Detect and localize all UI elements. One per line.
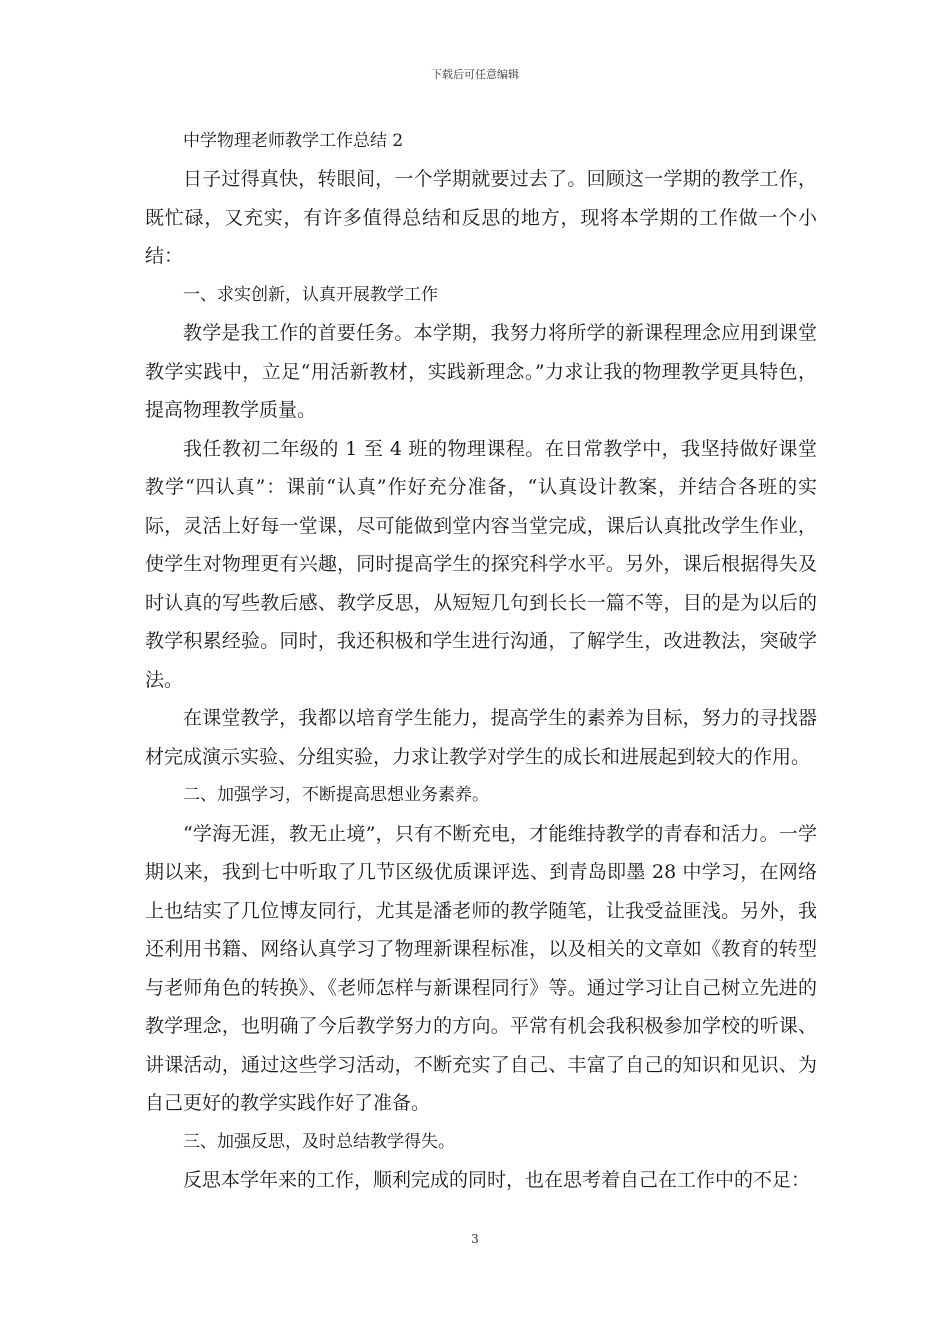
document-title: 中学物理老师教学工作总结 2 <box>183 131 404 151</box>
paragraph-classroom: 在课堂教学，我都以培育学生能力，提高学生的素养为目标，努力的寻找器材完成演示实验、分组实验，力求让教学对学生的成长和进展起到较大的作用。 <box>145 707 817 768</box>
document-body <box>145 122 817 1200</box>
section-heading-1: 一、求实创新，认真开展教学工作 <box>183 284 438 305</box>
section-heading-3: 三、加强反思，及时总结教学得失。 <box>183 1131 455 1152</box>
section-heading-2: 二、加强学习，不断提高思想业务素养。 <box>183 785 489 805</box>
page-header: 下载后可任意编辑 <box>431 68 519 81</box>
paragraph-intro: 日子过得真快，转眼间，一个学期就要过去了。回顾这一学期的教学工作，既忙碌，又充实，有许多值得总结和反思的地方，现将本学期的工作做一个小结： <box>145 168 817 267</box>
paragraph-teaching-task: 教学是我工作的首要任务。本学期，我努力将所学的新课程理念应用到课堂教学实践中，立足“用活新教材，实践新理念。”力求让我的物理教学更具特色，提高物理教学质量。 <box>145 322 817 421</box>
page-number: 3 <box>471 1232 479 1246</box>
paragraph-classes: 我任教初二年级的 1 至 4 班的物理课程。在日常教学中，我坚持做好课堂教学“四认真”：课前“认真”作好充分准备，“认真设计教案，并结合各班的实际，灵活上好每一堂课，尽可能做到堂内容当堂完成，课后认真批改学生作业，使学生对物理更有兴趣，同时提高学生的探究科学水平。另外，课后根据得失及时认真的写些教后感、教学反思，从短短几句到长长一篇不等，目的是为以后的教学积累经验。同时，我还积极和学生进行沟通，了解学生，改进教法，突破学法。 <box>145 437 817 691</box>
paragraph-reflection: 反思本学年来的工作，顺利完成的同时，也在思考着自己在工作中的不足： <box>183 1169 811 1191</box>
paragraph-learning: “学海无涯，教无止境”，只有不断充电，才能维持教学的青春和活力。一学期以来，我到七中听取了几节区级优质课评选、到青岛即墨 28 中学习，在网络上也结实了几位博友同行，尤其是潘老师的教学随笔，让我受益匪浅。另外，我还利用书籍、网络认真学习了物理新课程标准，以及相关的文章如《教育的转型与老师角色的转换》、《老师怎样与新课程同行》等。通过学习让自己树立先进的教学理念，也明确了今后教学努力的方向。平常有机会我积极参加学校的听课、讲课活动，通过这些学习活动，不断充实了自己、丰富了自己的知识和见识、为自己更好的教学实践作好了准备。 <box>145 822 817 1114</box>
